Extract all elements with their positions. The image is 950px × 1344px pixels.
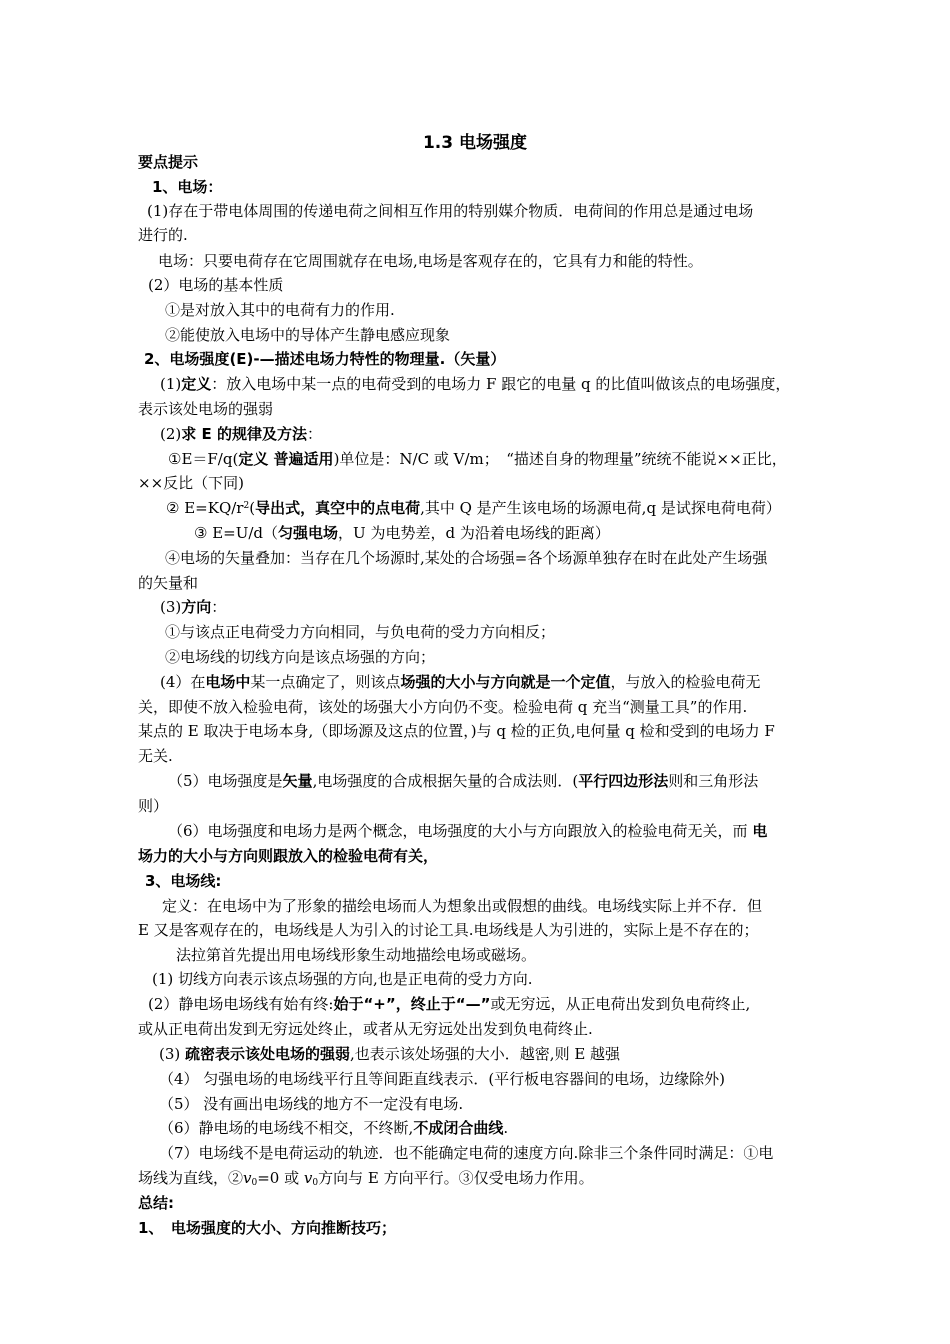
text-line: ④电场的矢量叠加：当存在几个场源时,某处的合场强=各个场源单独存在时在此处产生场强 <box>165 549 768 567</box>
text-line: （4） 匀强电场的电场线平行且等间距直线表示．(平行板电容器间的电场，边缘除外) <box>159 1070 726 1088</box>
section-2-heading: 2、电场强度(E)-—描述电场力特性的物理量.（矢量） <box>144 350 506 368</box>
text-line: (2)求 E 的规律及方法： <box>160 425 322 443</box>
summary-heading: 总结: <box>138 1194 174 1212</box>
text-line: 场力的大小与方向则跟放入的检验电荷有关， <box>138 847 439 865</box>
text-line: （5） 没有画出电场线的地方不一定没有电场. <box>159 1095 464 1113</box>
text-line: (1) 切线方向表示该点场强的方向,也是正电荷的受力方向. <box>152 970 533 988</box>
summary-item: 1、 电场强度的大小、方向推断技巧； <box>138 1219 396 1237</box>
text-line: 电场：只要电荷存在它周围就存在电场,电场是客观存在的，它具有力和能的特性。 <box>158 252 703 270</box>
text-line: （5）电场强度是矢量,电场强度的合成根据矢量的合成法则．(平行四边形法则和三角形法 <box>168 772 759 790</box>
text-line: 关，即使不放入检验电荷，该处的场强大小方向仍不变。检验电荷 q 充当“测量工具”的作用. <box>138 698 748 716</box>
text-line: 定义：在电场中为了形象的描绘电场而人为想象出或假想的曲线。电场线实际上并不存．但 <box>162 897 763 915</box>
text-line: 某点的 E 取决于电场本身,（即场源及这点的位置，)与 q 检的正负,电何量 q 检和受到的电场力 F <box>138 722 775 740</box>
text-line: E 又是客观存在的，电场线是人为引入的讨论工具.电场线是人为引进的，实际上是不存在的； <box>138 921 759 939</box>
text-line: (1)定义：放入电场中某一点的电荷受到的电场力 F 跟它的电量 q 的比值叫做该点的电场强度， <box>160 375 791 393</box>
text-line: ②能使放入电场中的导体产生静电感应现象 <box>165 326 451 344</box>
text-line: ①与该点正电荷受力方向相同，与负电荷的受力方向相反； <box>165 623 556 641</box>
text-line: (3) 疏密表示该处电场的强弱,也表示该处场强的大小．越密,则 E 越强 <box>159 1045 621 1063</box>
text-line: 进行的. <box>138 226 188 244</box>
text-line: (2）静电场电场线有始有终:始于“+”，终止于“—”或无穷远，从正电荷出发到负电荷终止, <box>148 995 751 1013</box>
text-line: (4）在电场中某一点确定了，则该点场强的大小与方向就是一个定值，与放入的检验电荷无 <box>160 673 761 691</box>
text-line: （6）电场强度和电场力是两个概念，电场强度的大小与方向跟放入的检验电荷无关，而 电 <box>168 822 768 840</box>
text-line: 表示该处电场的强弱 <box>138 400 274 418</box>
formula-line: ①E＝F/q(定义 普遍适用)单位是：N/C 或 V/m； “描述自身的物理量”统统不能说××正比， <box>168 450 787 468</box>
formula-line: ② $E=KQ/r^2$(导出式，真空中的点电荷,其中 Q 是产生该电场的场源电荷,q 是试探电荷电荷） <box>166 499 781 517</box>
text-line: (2）电场的基本性质 <box>148 276 284 294</box>
text-line: 或从正电荷出发到无穷远处终止，或者从无穷远处出发到负电荷终止. <box>138 1020 593 1038</box>
section-1-heading: 1、电场： <box>152 178 223 196</box>
text-line: ××反比（下同) <box>138 474 244 492</box>
text-line: （7）电场线不是电荷运动的轨迹．也不能确定电荷的速度方向.除非三个条件同时满足：①电 <box>159 1144 774 1162</box>
page-title: 1.3 电场强度 <box>422 133 528 153</box>
text-line: (3)方向： <box>160 598 227 616</box>
formula-line: ③ E=U/d（匀强电场，U 为电势差，d 为沿着电场线的距离） <box>194 524 610 542</box>
text-line: 场线为直线，$②v_0=0$ 或 $v_0$方向与 E 方向平行。③仅受电场力作用。 <box>138 1169 594 1188</box>
section-heading: 要点提示 <box>138 153 199 171</box>
section-3-heading: 3、电场线: <box>145 872 222 890</box>
text-line: ②电场线的切线方向是该点场强的方向； <box>165 648 436 666</box>
text-line: (1)存在于带电体周围的传递电荷之间相互作用的特别媒介物质．电荷间的作用总是通过电场 <box>147 202 754 220</box>
text-line: ①是对放入其中的电荷有力的作用. <box>165 301 395 319</box>
text-line: 法拉第首先提出用电场线形象生动地描绘电场或磁场。 <box>176 946 537 964</box>
text-line: 的矢量和 <box>138 574 199 592</box>
text-line: 无关. <box>138 747 173 765</box>
text-line: （6）静电场的电场线不相交，不终断,不成闭合曲线. <box>159 1119 509 1137</box>
text-line: 则） <box>138 797 169 815</box>
